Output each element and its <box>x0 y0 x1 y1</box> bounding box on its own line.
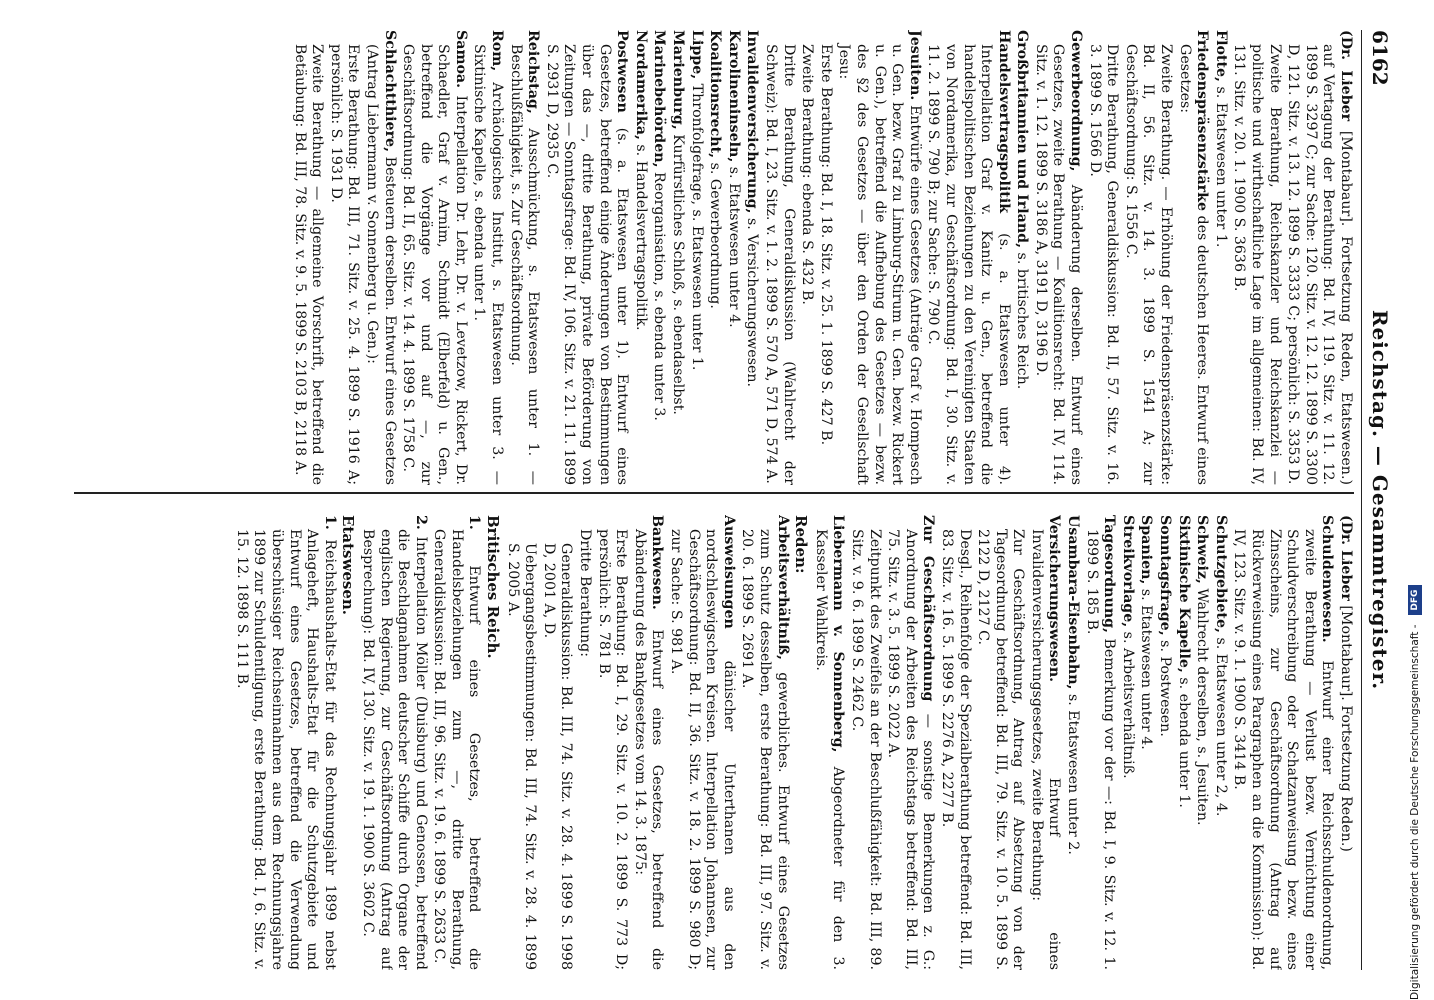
index-entry <box>539 515 574 970</box>
index-entry <box>816 30 834 485</box>
entry-heading: Flotte, <box>1212 30 1229 82</box>
dfg-logo: DFG <box>1408 585 1422 615</box>
entry-text: Reichshaushalts-Etat für das Rechnungsjahr 1899 nebst Anlageheft, Haushalts-Etat für die Schutzgebiete und Entwurf eines Gesetzes, betreffend die Verwendung überschüssiger Reichseinnahmen aus dem Rechnungsjahre 1899 zur Schuldentilgung, erste Berathung: Bd. I, 6. Sitz. v. 15. 12. 1898 S. 111 B. <box>233 529 338 970</box>
entry-text: Dritte Berathung, Generaldiskussion: Bd. II, 57. Sitz. v. 16. 3. 1899 S. 1566 D. <box>1086 44 1121 485</box>
entry-text: — sonstige Bemerkungen z. G.: Anordnung der Arbeiten des Reichstags betreffend: Bd. III, 75. Sitz. v. 3. 5. 1899 S. 2022 A. <box>885 529 937 970</box>
entry-text: (s. a. Etatswesen unter 1). Entwurf eines Gesetzes, betreffend einige Änderungen von Bestimmungen über das —, dritte Berathung, private Beförderung von Zeitungen — Sonntagsfrage: Bd. IV, 106. Sitz. v. 21. 11. 1899 S. 2931 D, 2935 C. <box>543 44 631 485</box>
entry-heading: (Dr. Lieber <box>1338 515 1354 601</box>
entry-heading: Usambara-Eisenbahn, <box>1065 515 1082 690</box>
index-entry <box>358 515 428 970</box>
entry-text: Entwurf einer Reichsschuldenordnung, zweite Berathung — Verlust bezw. Vernichtung einer Schuldverschreibung oder Schatzanweisung bezw. eines Zinsscheins, zur Geschäftsordnung (Antrag auf Rückverweisung eines Paragraphen an die Kommission): Bd. IV, 123. Sitz. v. 9. 1. 1900 S. 3414 B. <box>1231 529 1336 970</box>
index-entry <box>290 30 325 485</box>
index-entry <box>1211 515 1229 970</box>
entry-text: dänischer Unterthanen aus den nordschleswigschen Kreisen. Interpellation Johannsen, zur Geschäftsordnung: Bd. II, 36. Sitz. v. 18. 2. 1899 S. 980 D; zur Sache: S. 981 A. <box>668 529 737 970</box>
entry-text: Zweite Berathung: ebenda S. 432 B. <box>799 44 816 305</box>
entry-text: Entwurf eines Gesetzes, betreffend die Handelsbeziehungen zum —, dritte Berathung, Generaldiskussion: Bd. III, 96. Sitz. v. 19. 6. 1899 S. 2633 C. <box>431 529 483 970</box>
page-header <box>1361 30 1394 970</box>
entry-text: Uebergangsbestimmungen: Bd. III, 74. Sitz. v. 28. 4. 1899 S. 2005 A. <box>504 543 539 970</box>
entry-text: s. Etatswesen unter 2. <box>1065 689 1082 855</box>
index-entry <box>847 515 882 970</box>
entry-text: Zweite Berathung — allgemeine Vorschrift, betreffend die Betäubung: Bd. III, 78. Sitz. v. 9. 5. 1899 S. 2103 B, 2118 A. <box>291 44 326 485</box>
entry-text: s. Etatswesen unter 4. <box>1138 584 1155 750</box>
entry-text: gewerbliches. Entwurf eines Gesetzes zum Schutz desselben, erste Berathung: Bd. III, 97. Sitz. v. 20. 6. 1899 S. 2691 A. <box>739 529 791 970</box>
entry-heading: Schuldenwesen. <box>1319 515 1336 643</box>
index-entry <box>503 515 538 970</box>
index-entry <box>484 515 502 970</box>
entry-heading: Zur Geschäftsordnung <box>920 515 937 702</box>
entry-heading: Arbeitsverhältniß, <box>774 515 791 660</box>
index-entry <box>1230 30 1283 485</box>
entry-text: Zweite Berathung. — Erhöhung der Friedenspräsenzstärke: Bd. II, 56. Sitz. v. 14. 3. 1899 S. 1541 A; zur Geschäftsordnung: S. 1556 C. <box>1122 44 1175 485</box>
entry-heading: (Dr. Lieber <box>1338 30 1354 122</box>
entry-heading: Marinebehörden, <box>651 30 668 168</box>
entry-text: Zur Geschäftsordnung, Antrag auf Absetzung von der Tagesordnung betreffend: Bd. III, 79. Sitz. v. 10. 5. 1899 S. 2122 D, 2127 C. <box>975 529 1027 970</box>
index-entry <box>339 515 357 970</box>
index-entry <box>326 30 361 485</box>
entry-heading: Karolineninseln, <box>725 30 742 163</box>
index-entry <box>798 30 816 485</box>
entry-text: Erste Berathung: Bd. III, 71. Sitz. v. 25. 4. 1899 S. 1916 A; persönlich: S. 1931 D. <box>327 44 362 485</box>
index-entry <box>232 515 338 970</box>
entry-heading: Reichstag, <box>525 30 542 114</box>
entry-heading: Samoa. <box>452 30 469 89</box>
index-entry <box>1336 515 1354 970</box>
entry-heading: Jesuiten. <box>906 30 923 101</box>
entry-text: Entwurf eines Invalidenversicherungsgesetzes, zweite Berathung: <box>1028 529 1063 970</box>
index-entry <box>362 30 397 485</box>
entry-text: s. Gewerbeordnung. <box>707 158 724 309</box>
page-number: 6162 <box>1368 30 1392 86</box>
index-entry <box>924 30 1012 485</box>
index-entry <box>974 515 1027 970</box>
index-entry <box>1027 515 1062 970</box>
entry-text: Interpellation Möller (Duisburg) und Genossen, betreffend die Beschlagnahmen deutscher Schiffe durch Organe der englischen Regierung, zur Geschäftsordnung (Antrag auf Besprechung): Bd. IV, 130. Sitz. v. 19. 1. 1900 S. 3602 C. <box>359 529 429 970</box>
entry-text: s. Arbeitsverhältniß. <box>1119 627 1136 779</box>
entry-text: Dritte Berathung, Generaldiskussion (Wahlrecht der Schweiz): Bd. I, 23. Sitz. v. 1. 2. 1899 S. 570 A, 571 D, 574 A. <box>763 44 797 485</box>
entry-heading: Spanien, <box>1138 515 1155 585</box>
entry-text: Erste Berathung: Bd. I, 29. Sitz. v. 10. 2. 1899 S. 773 D; persönlich: S. 781 B. <box>595 529 630 970</box>
index-entry <box>594 515 629 970</box>
index-entry <box>1013 30 1031 485</box>
entry-text: s. Versicherungswesen. <box>744 213 761 388</box>
entry-text: Dritte Berathung: <box>577 529 594 658</box>
index-entry <box>470 30 505 485</box>
entry-heading: Ausweisungen <box>720 515 737 629</box>
index-entry <box>631 30 649 485</box>
entry-text: Reorganisation, s. ebenda unter 3. <box>651 167 668 421</box>
left-column <box>74 30 1354 485</box>
entry-text: Entwürfe eines Gesetzes (Anträge Graf v. Hompesch u. Gen. bezw. Graf zu Limburg-Stirum u. Gen. bezw. Rickert u. Gen.), betreffend die Aufhebung des Gesetzes — bezw. des §2 des Gesetzes — über den Orden der Gesellschaft Jesu: <box>836 44 923 485</box>
entry-text: Besteuern derselben. Entwurf eines Gesetzes (Antrag Liebermann v. Sonnenberg u. Gen.): <box>363 44 398 485</box>
entry-heading: Schweiz, <box>1194 515 1211 584</box>
index-entry <box>630 515 665 970</box>
entry-text: Abänderung derselben. Entwurf eines Gesetzes, zweite Berathung — Koalitionsrecht: Bd. IV, 114. Sitz. v. 1. 12. 1899 S. 3186 A, 3191 D, 3196 D. <box>1032 44 1085 485</box>
entry-text: Desgl., Reihenfolge der Spezialberathung betreffend: Bd. III, 83. Sitz. v. 16. 5. 1899 S. 2276 A, 2277 B. <box>938 529 973 970</box>
entry-text: Entwurf eines Gesetzes, betreffend die Abänderung des Bankgesetzes vom 14. 3. 1875: <box>631 529 666 970</box>
index-entry <box>1193 515 1211 970</box>
index-entry <box>1121 30 1174 485</box>
index-entry <box>738 515 791 970</box>
entry-text: Generaldiskussion: Bd. III, 74. Sitz. v. 28. 4. 1899 S. 1998 D, 2001 A, D. <box>540 543 575 970</box>
index-entry <box>666 515 736 970</box>
index-entry <box>650 30 668 485</box>
entry-heading: Lippe, <box>688 30 705 80</box>
index-entry <box>1211 30 1229 485</box>
entry-heading: Reden: <box>792 515 811 574</box>
entry-text: [Montabaur]. Fortsetzung Reden, Etatswesen.) auf Vertagung der Berathung: Bd. IV, 119. Sitz. v. 11. 12. 1899 S. 3297 C; zur Sache: 120. Sitz. v. 12. 12. 1899 S. 3300 D, 121. Sitz. v. 13. 12. 1899 S. 3333 C; persönlich: S. 3353 D. <box>1285 44 1354 485</box>
entry-text: Kurfürstliches Schloß, s. ebendaselbst. <box>670 129 687 415</box>
entry-text: Archäologisches Institut, s. Etatswesen unter 3. — Sixtinische Kapelle, s. ebenda unter 1. <box>471 44 506 485</box>
index-entry <box>1155 515 1173 970</box>
running-title: Reichstag. — Gesammtregister. <box>1368 309 1392 691</box>
entry-text: des deutschen Heeres. Entwurf eines Gesetzes: <box>1176 44 1211 485</box>
entry-text: [Montabaur]. Fortsetzung Reden.) <box>1338 600 1354 852</box>
entry-heading: 1. <box>321 515 338 530</box>
entry-heading: Bankwesen. <box>649 515 666 610</box>
entry-heading: Britisches Reich. <box>484 515 503 659</box>
entry-text: s. britisches Reich. <box>1014 248 1031 390</box>
entry-heading: Großbritannien und Irland, <box>1014 30 1031 249</box>
entry-heading: Gewerbeordnung, <box>1068 30 1085 172</box>
index-entry <box>430 515 483 970</box>
index-entry <box>542 30 630 485</box>
entry-heading: Rom, <box>489 30 506 72</box>
entry-text: s. Postwesen. <box>1157 635 1174 737</box>
index-entry <box>743 30 761 485</box>
index-entry <box>1064 515 1082 970</box>
index-entry <box>1137 515 1155 970</box>
entry-heading: Nordamerika, <box>632 30 649 140</box>
index-entry <box>1031 30 1084 485</box>
entry-heading: Schlachtthiere, <box>381 30 398 153</box>
entry-text: Zweite Berathung, Reichskanzler und Reichskanzlei — politische und wirthschaftliche Lage im allgemeinen: Bd. IV, 131. Sitz. v. 20. 1. 1900 S. 3636 B. <box>1231 44 1283 485</box>
entry-heading: Etatswesen. <box>339 515 358 616</box>
entry-text: Zeitpunkt des Zweifels an der Beschlußfähigkeit: Bd. III, 89. Sitz. v. 9. 6. 1899 S. 2462 C. <box>848 529 883 970</box>
entry-text: s. Etatswesen unter 2, 4. <box>1212 632 1229 817</box>
index-entry <box>1284 30 1354 485</box>
entry-heading: 2. <box>412 515 429 530</box>
index-entry <box>506 30 541 485</box>
entry-heading: Versicherungswesen. <box>1046 515 1063 683</box>
entry-text: s. Etatswesen unter 1. <box>1212 82 1229 248</box>
entry-text: (s. a. Etatswesen unter 4). Interpellation Graf v. Kanitz u. Gen., betreffend die handelspolitischen Beziehungen zu den Vereinigten Staaten von Nordamerika, zur Geschäftsordnung: Bd. I, 30. Sitz. v. 11. 2. 1899 S. 790 B; zur Sache: S. 790 C. <box>925 44 1012 485</box>
index-entry <box>835 30 923 485</box>
entry-text: Ausschmückung, s. Etatswesen unter 1. — Beschlußfähigkeit, s. Zur Geschäftsordnung. <box>507 44 542 485</box>
entry-text: Thronfolgefrage, s. Etatswesen unter 1. <box>688 79 705 371</box>
index-entry <box>575 515 593 970</box>
index-entry <box>668 30 686 485</box>
index-entry <box>937 515 972 970</box>
index-entry <box>399 30 469 485</box>
entry-heading: Streikvorlage, <box>1119 515 1136 628</box>
index-entry <box>687 30 705 485</box>
index-entry <box>1175 30 1210 485</box>
entry-heading: Sixtinische Kapelle, <box>1175 515 1192 673</box>
footer-text: Digitalisierung gefördert durch die Deutsche Forschungsgemeinschaft - <box>1409 624 1421 1000</box>
column-divider <box>74 492 1354 494</box>
entry-heading: Postwesen <box>614 30 631 113</box>
index-entry <box>1230 515 1336 970</box>
entry-text: Erste Berathung: Bd. I, 18. Sitz. v. 25. 1. 1899 S. 427 B. <box>817 44 834 446</box>
entry-text: Wahlrecht derselben, s. Jesuiten. <box>1194 583 1211 826</box>
index-entry <box>792 515 810 970</box>
entry-text: s. Etatswesen unter 4. <box>725 162 742 328</box>
entry-text: s. ebenda unter 1. <box>1175 672 1192 808</box>
index-entry <box>724 30 742 485</box>
right-column <box>74 515 1354 970</box>
index-entry <box>706 30 724 485</box>
entry-text: s. Handelsvertragspolitik. <box>632 139 649 331</box>
entry-heading: Marienburg, <box>670 30 687 130</box>
index-entry <box>884 515 937 970</box>
index-entry <box>761 30 796 485</box>
index-entry <box>1085 30 1120 485</box>
index-entry <box>1118 515 1136 970</box>
index-entry <box>811 515 846 970</box>
entry-heading: Tagesordnung, <box>1101 515 1118 633</box>
entry-heading: Invalidenversicherung, <box>744 30 761 214</box>
entry-text: Abgeordneter für den 3. Kasseler Wahlkreis. <box>812 529 847 970</box>
entry-heading: Schutzgebiete, <box>1212 515 1229 633</box>
index-entry <box>1174 515 1192 970</box>
index-entry <box>1082 515 1117 970</box>
entry-heading: 1. <box>466 515 483 530</box>
digitization-footer <box>1403 440 1427 1000</box>
entry-text: Bemerkung vor der —: Bd. I, 9. Sitz. v. 12. 1. 1899 S. 185 B. <box>1083 529 1118 970</box>
entry-heading: Liebermann v. Sonnenberg, <box>830 515 847 753</box>
entry-heading: Sonntagsfrage, <box>1157 515 1174 636</box>
entry-text: Interpellation Dr. Lehr, Dr. v. Levetzow, Rickert, Dr. Schaedler, Graf v. Arnim, Schmidt (Elberfeld) u. Gen., betreffend die Vorgänge vor und auf —, zur Geschäftsordnung: Bd. II, 65. Sitz. v. 14. 4. 1899 S. 1758 C. <box>400 44 469 485</box>
entry-heading: Friedenspräsenzstärke <box>1194 30 1211 212</box>
entry-heading: Koalitionsrecht, <box>707 30 724 159</box>
entry-heading: Handelsvertragspolitik <box>995 30 1012 214</box>
